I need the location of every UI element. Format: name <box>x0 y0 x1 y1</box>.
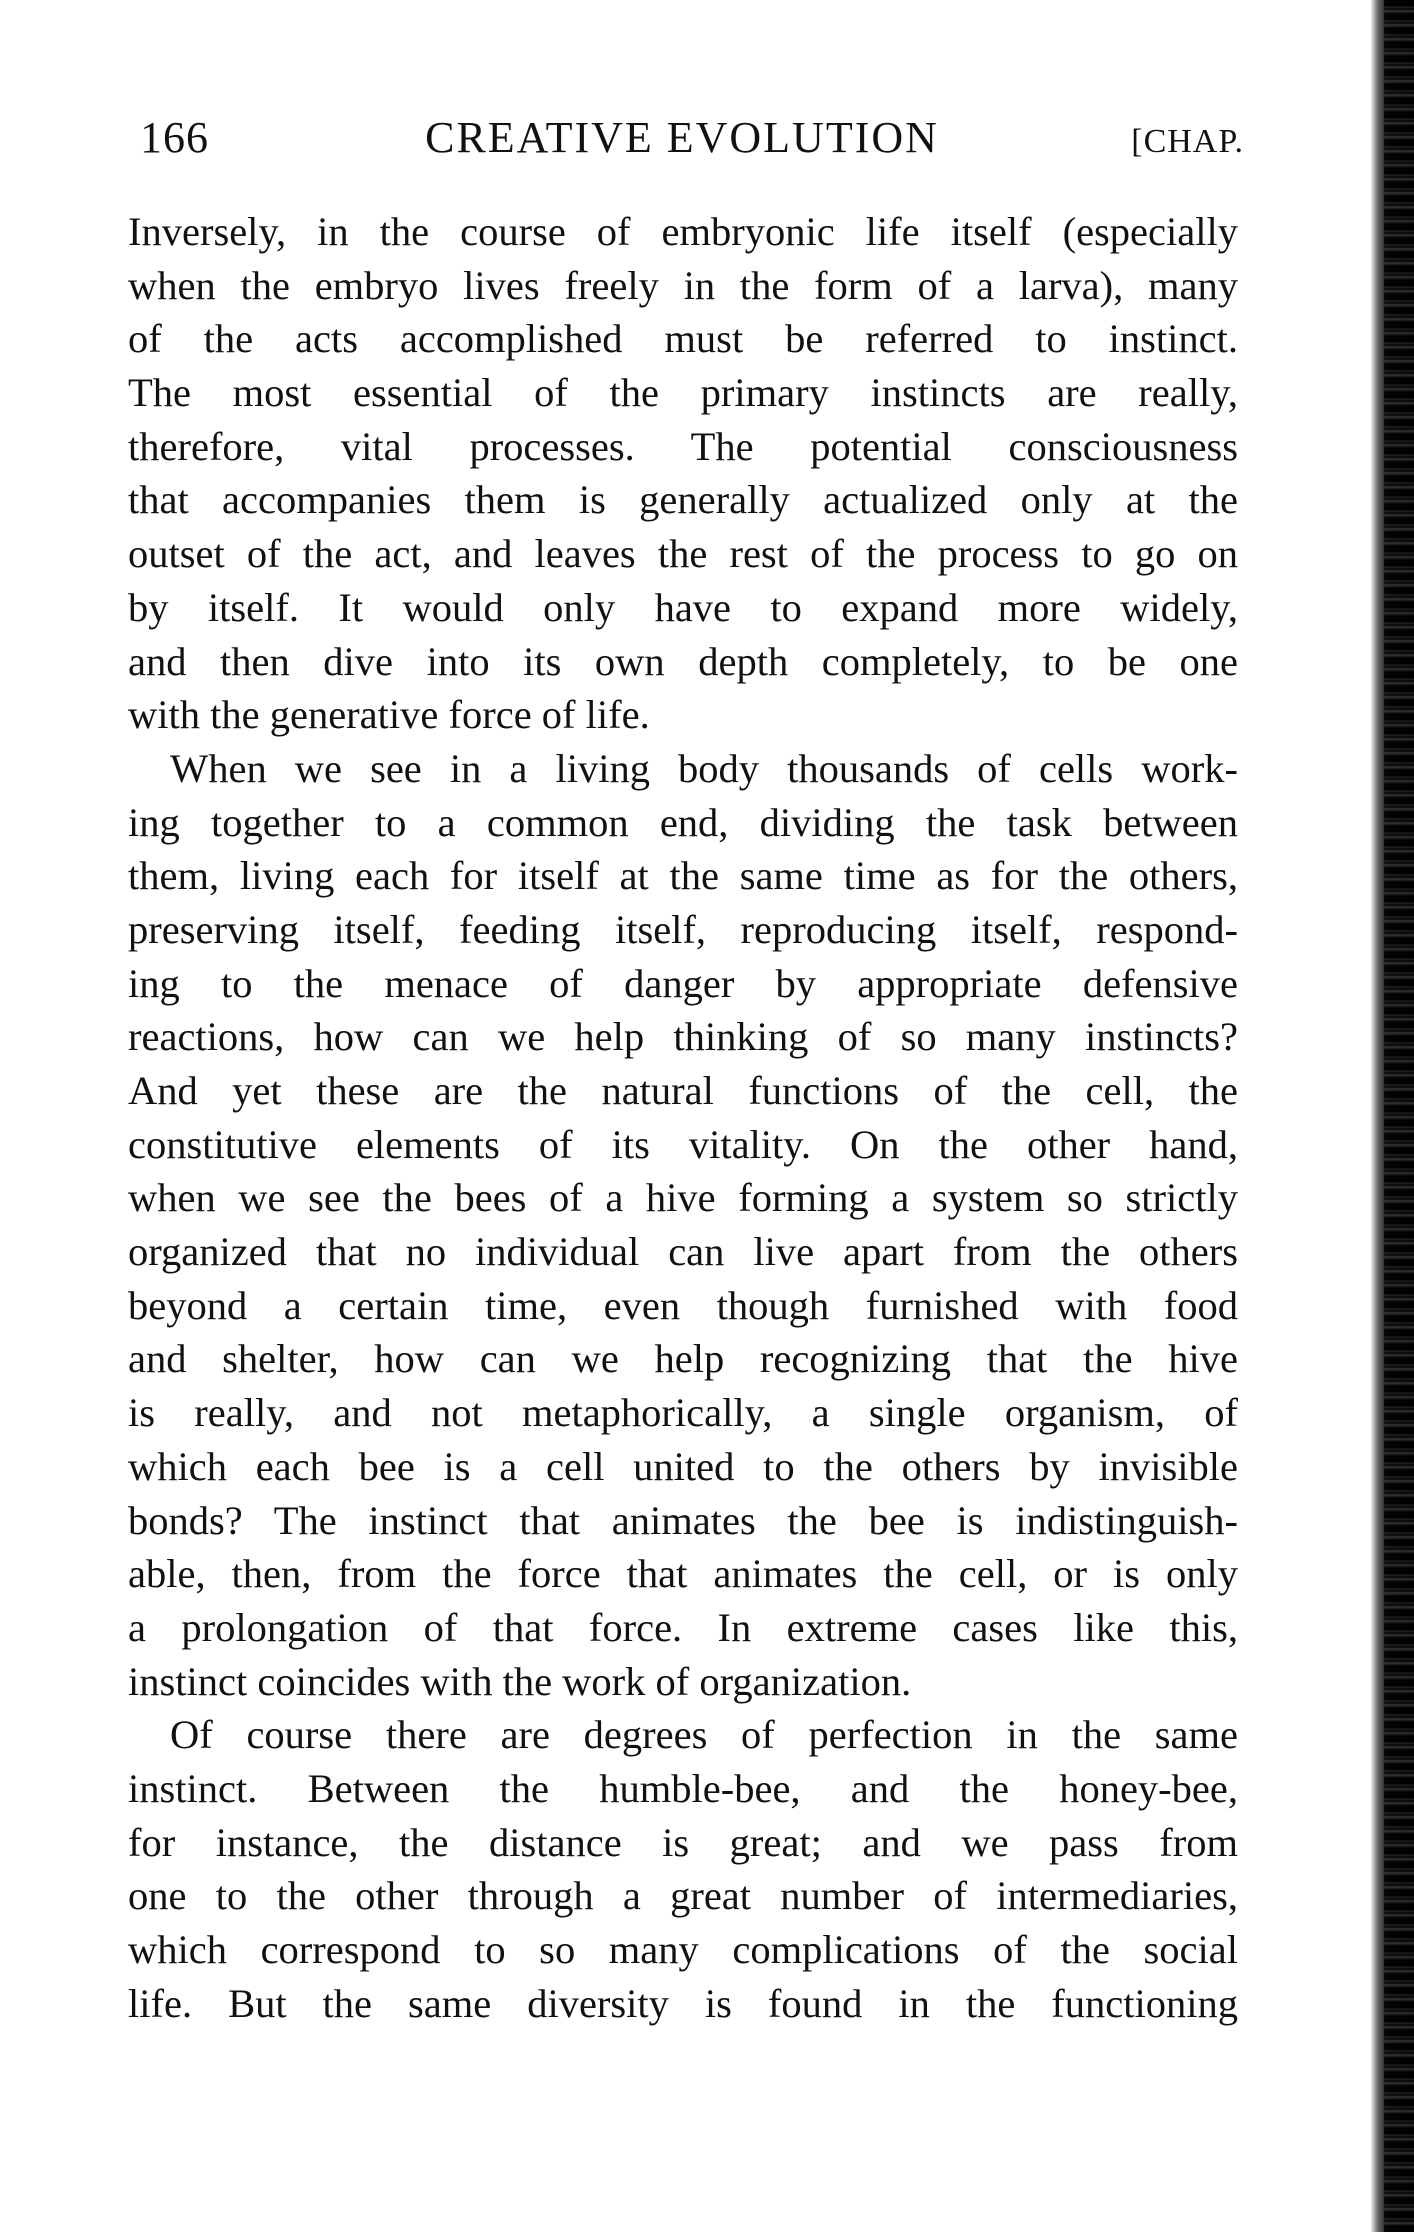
page-edge-shadow <box>1370 0 1414 2232</box>
text-line: which each bee is a cell united to the others by invisible <box>128 1443 1238 1489</box>
paragraph-3 <box>128 1708 1238 2030</box>
text-line: of the acts accomplished must be referred to instinct. <box>128 316 1238 362</box>
text-line: able, then, from the force that animates the cell, or is only <box>128 1551 1238 1597</box>
page-header <box>140 112 1244 172</box>
text-line: When we see in a living body thousands of cells work- <box>170 745 1238 791</box>
running-title: CREATIVE EVOLUTION <box>425 113 939 162</box>
text-line: instinct. Between the humble-bee, and the honey-bee, <box>128 1765 1238 1811</box>
text-line: And yet these are the natural functions of the cell, the <box>128 1068 1238 1113</box>
text-line: preserving itself, feeding itself, reproducing itself, respond- <box>128 906 1238 952</box>
text-line: ing to the menace of danger by appropriate defensive <box>128 960 1238 1006</box>
text-line: organized that no individual can live apart from the others <box>128 1229 1238 1275</box>
text-line: therefore, vital processes. The potential consciousness <box>128 423 1238 469</box>
text-line: which correspond to so many complications of the social <box>128 1927 1238 1972</box>
page-edge-texture <box>1384 0 1414 2232</box>
text-line: by itself. It would only have to expand more widely, <box>128 584 1238 630</box>
chapter-mark: [CHAP. <box>1131 123 1244 160</box>
body-text <box>128 205 1238 2030</box>
text-line: life. But the same diversity is found in the functioning <box>128 1980 1238 2026</box>
text-line: a prolongation of that force. In extreme cases like this, <box>128 1604 1238 1650</box>
text-line: when we see the bees of a hive forming a system so strictly <box>128 1175 1238 1221</box>
text-line: instinct coincides with the work of organization. <box>128 1658 912 1704</box>
page-number: 166 <box>140 113 209 162</box>
text-line: bonds? The instinct that animates the bee is indistinguish- <box>128 1497 1238 1543</box>
paragraph-1 <box>128 205 1238 742</box>
text-line: constitutive elements of its vitality. On the other hand, <box>128 1121 1238 1167</box>
text-line: outset of the act, and leaves the rest of the process to go on <box>128 531 1238 577</box>
text-line: beyond a certain time, even though furnished with food <box>128 1282 1238 1328</box>
text-line: and then dive into its own depth completely, to be one <box>128 638 1238 684</box>
text-line: one to the other through a great number of intermediaries, <box>128 1873 1238 1919</box>
text-line: The most essential of the primary instincts are really, <box>128 370 1238 416</box>
text-line: is really, and not metaphorically, a single organism, of <box>128 1390 1238 1436</box>
text-line: with the generative force of life. <box>128 692 650 738</box>
text-line: Of course there are degrees of perfection in the same <box>170 1712 1238 1758</box>
text-line: when the embryo lives freely in the form of a larva), many <box>128 262 1238 308</box>
text-line: that accompanies them is generally actualized only at the <box>128 477 1238 523</box>
paragraph-2 <box>128 742 1238 1708</box>
text-line: them, living each for itself at the same time as for the others, <box>128 853 1238 899</box>
text-line: reactions, how can we help thinking of so many instincts? <box>128 1014 1238 1060</box>
text-line: Inversely, in the course of embryonic life itself (especially <box>128 209 1238 254</box>
text-line: and shelter, how can we help recognizing that the hive <box>128 1336 1238 1382</box>
text-line: ing together to a common end, dividing the task between <box>128 799 1238 845</box>
text-line: for instance, the distance is great; and we pass from <box>128 1819 1238 1865</box>
